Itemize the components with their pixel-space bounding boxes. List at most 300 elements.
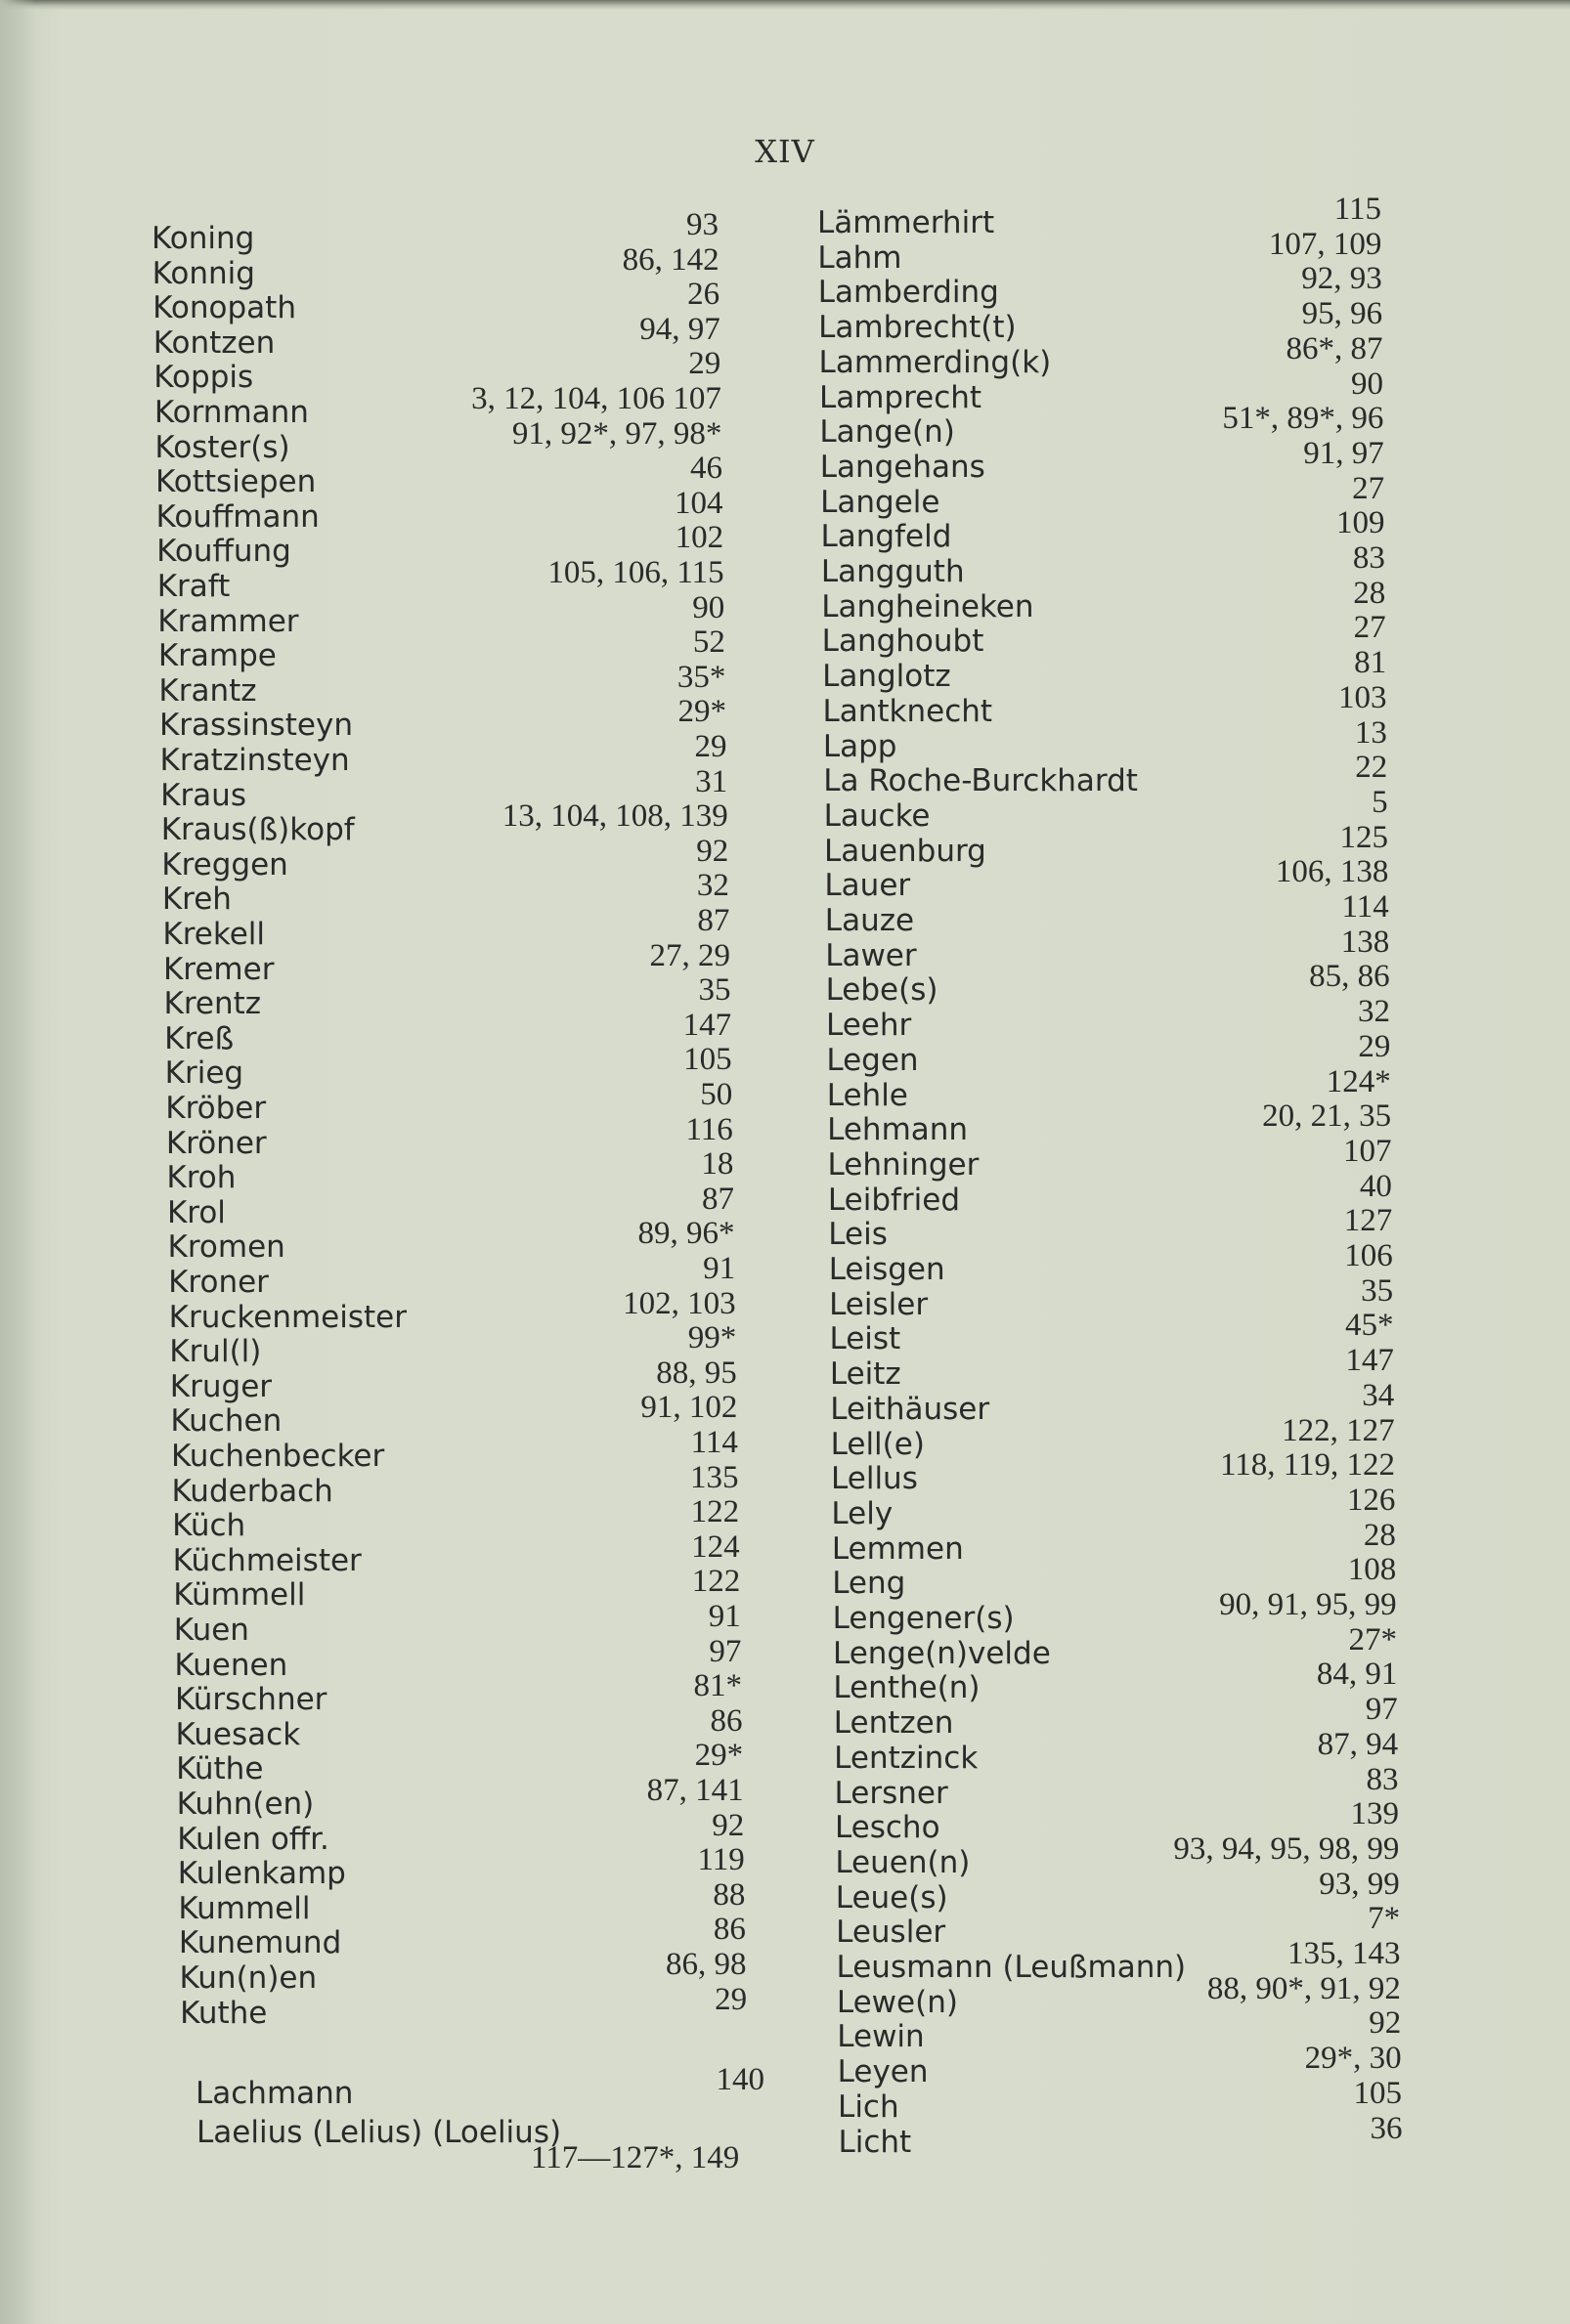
index-entry bbox=[817, 261, 1382, 311]
index-entry bbox=[169, 1320, 737, 1370]
entry-name: Küchmeister bbox=[172, 1542, 362, 1578]
entry-pages: 13 bbox=[1354, 714, 1387, 751]
entry-pages: 88, 95 bbox=[656, 1355, 737, 1391]
entry-pages: 125 bbox=[1339, 819, 1389, 855]
index-entry bbox=[820, 470, 1385, 520]
entry-name: Langheineken bbox=[821, 588, 1034, 624]
entry-pages: 105 bbox=[683, 1042, 732, 1078]
entry-name: Langlotz bbox=[822, 659, 951, 695]
index-entry bbox=[835, 1866, 1400, 1915]
entry-pages: 122, 127 bbox=[1282, 1412, 1395, 1448]
entry-pages: 99* bbox=[687, 1320, 737, 1356]
entry-name: Legen bbox=[826, 1042, 919, 1078]
entry-pages: 29* bbox=[677, 694, 726, 730]
entry-name: Langguth bbox=[820, 554, 965, 589]
entry-name: Kremer bbox=[162, 951, 275, 987]
index-entry bbox=[178, 1912, 746, 1961]
entry-name: Küthe bbox=[176, 1751, 264, 1787]
entry-pages: 114 bbox=[1341, 889, 1389, 925]
entry-name: Lehninger bbox=[827, 1146, 980, 1183]
entry-name: Leitz bbox=[829, 1356, 901, 1393]
entry-name: Lamprecht bbox=[818, 379, 982, 415]
entry-pages: 22 bbox=[1355, 750, 1388, 786]
entry-pages: 32 bbox=[696, 868, 729, 904]
entry-pages: 93 bbox=[686, 207, 719, 242]
entry-name: Kraus bbox=[160, 777, 246, 813]
index-entry bbox=[836, 1970, 1401, 2020]
entry-pages: 92 bbox=[712, 1807, 745, 1843]
entry-name: Lachmann bbox=[196, 2076, 354, 2111]
entry-name: Kuthe bbox=[180, 1995, 268, 2031]
entry-name: Küch bbox=[172, 1508, 246, 1544]
entry-name: Lemmen bbox=[831, 1530, 964, 1567]
entry-pages: 87 bbox=[697, 903, 730, 938]
index-entry bbox=[154, 451, 722, 500]
index-entry bbox=[172, 1528, 740, 1578]
entry-name: Kottsiepen bbox=[154, 464, 317, 500]
entry-pages: 103 bbox=[1337, 679, 1387, 715]
entry-pages: 50 bbox=[700, 1077, 733, 1112]
entry-pages: 126 bbox=[1346, 1482, 1396, 1518]
laelius-pages: 117—127*, 149 bbox=[531, 2140, 740, 2175]
entry-name: Kruckenmeister bbox=[168, 1299, 407, 1335]
entry-name: Lantknecht bbox=[822, 693, 993, 729]
index-entry bbox=[196, 2062, 764, 2111]
entry-name: Krammer bbox=[157, 603, 299, 639]
entry-name: Kratzinsteyn bbox=[159, 743, 350, 778]
index-entry bbox=[822, 645, 1387, 695]
entry-pages: 29*, 30 bbox=[1304, 2041, 1402, 2077]
entry-name: Kuesack bbox=[175, 1716, 301, 1752]
entry-name: Kun(n)en bbox=[179, 1960, 318, 1996]
index-entry bbox=[170, 1390, 738, 1440]
index-entry bbox=[838, 2075, 1403, 2125]
entry-pages: 95, 96 bbox=[1301, 296, 1383, 332]
index-entry bbox=[165, 1111, 733, 1161]
entry-pages: 91, 92*, 97, 98* bbox=[511, 415, 722, 452]
entry-name: Kreß bbox=[164, 1020, 235, 1056]
index-entry bbox=[163, 972, 731, 1022]
entry-name: Lewe(n) bbox=[836, 1984, 958, 2020]
entry-name: Lamberding bbox=[817, 275, 999, 311]
entry-name: Kürschner bbox=[174, 1682, 327, 1718]
index-entry bbox=[153, 277, 720, 326]
index-entry bbox=[838, 2110, 1403, 2160]
index-entry bbox=[825, 924, 1390, 973]
entry-pages: 13, 104, 108, 139 bbox=[502, 798, 728, 835]
entry-pages: 51*, 89*, 96 bbox=[1222, 401, 1384, 437]
entry-pages: 83 bbox=[1352, 540, 1385, 576]
index-entry bbox=[820, 505, 1385, 555]
index-entry bbox=[833, 1657, 1398, 1706]
entry-name: Kuhn(en) bbox=[176, 1786, 315, 1822]
entry-name: Leusmann (Leußmann) bbox=[836, 1950, 1187, 1985]
entry-name: Kuenen bbox=[174, 1647, 288, 1683]
index-entry bbox=[824, 889, 1389, 938]
index-entry bbox=[162, 903, 730, 952]
entry-pages: 88, 90*, 91, 92 bbox=[1206, 1970, 1401, 2006]
entry-name: Lauer bbox=[824, 868, 911, 904]
entry-name: Lentzinck bbox=[834, 1740, 979, 1776]
entry-name: Leyen bbox=[837, 2054, 929, 2090]
entry-pages: 147 bbox=[1345, 1343, 1394, 1379]
entry-name: Lange(n) bbox=[819, 414, 955, 451]
entry-pages: 91 bbox=[708, 1599, 741, 1634]
entry-name: Leuen(n) bbox=[835, 1844, 971, 1880]
index-entry bbox=[831, 1482, 1396, 1531]
index-entry bbox=[161, 833, 729, 882]
index-entry bbox=[158, 694, 726, 744]
index-entry bbox=[158, 659, 726, 709]
entry-name: Krol bbox=[166, 1194, 226, 1230]
entry-name: Lersner bbox=[834, 1775, 948, 1811]
index-entry bbox=[162, 937, 730, 987]
index-entry bbox=[180, 1981, 748, 2031]
entry-pages: 107, 109 bbox=[1268, 226, 1382, 262]
entry-pages: 26 bbox=[687, 277, 720, 313]
entry-name: Lambrecht(t) bbox=[818, 310, 1017, 346]
index-entry bbox=[175, 1702, 743, 1752]
entry-pages: 86 bbox=[710, 1702, 743, 1739]
entry-pages: 84, 91 bbox=[1316, 1657, 1398, 1693]
page-left-edge bbox=[0, 0, 35, 2324]
entry-name: Krekell bbox=[162, 917, 266, 952]
entry-pages: 108 bbox=[1347, 1552, 1397, 1588]
index-entry bbox=[160, 798, 728, 848]
index-entry bbox=[164, 1042, 732, 1092]
index-entry bbox=[156, 555, 724, 604]
entry-pages: 29 bbox=[1358, 1028, 1391, 1064]
entry-pages: 29 bbox=[694, 729, 727, 764]
index-entry bbox=[178, 1876, 746, 1926]
index-entry bbox=[157, 589, 725, 639]
index-entry bbox=[837, 2041, 1402, 2090]
entry-pages: 97 bbox=[709, 1633, 742, 1669]
entry-name: Kunemund bbox=[178, 1925, 342, 1961]
entry-pages: 91, 97 bbox=[1303, 435, 1384, 471]
entry-name: Lewin bbox=[837, 2019, 925, 2055]
entry-name: Kulen offr. bbox=[177, 1821, 329, 1857]
entry-name: Leue(s) bbox=[835, 1879, 948, 1915]
index-entry bbox=[828, 1238, 1393, 1287]
entry-name: Krieg bbox=[164, 1055, 244, 1092]
index-entry bbox=[177, 1842, 745, 1892]
entry-name: Lehmann bbox=[827, 1112, 969, 1148]
entry-pages: 119 bbox=[697, 1842, 745, 1878]
entry-name: Kuderbach bbox=[171, 1473, 333, 1509]
entry-pages: 104 bbox=[675, 485, 723, 521]
entry-pages: 92 bbox=[1369, 2005, 1402, 2042]
entry-name: Kröner bbox=[165, 1125, 267, 1161]
entry-name: Kuchen bbox=[170, 1403, 283, 1440]
entry-name: Lehle bbox=[826, 1077, 908, 1113]
entry-pages: 27* bbox=[1348, 1621, 1397, 1657]
entry-pages: 27 bbox=[1353, 610, 1386, 646]
index-entry bbox=[823, 750, 1388, 799]
entry-pages: 83 bbox=[1366, 1761, 1399, 1797]
entry-pages: 46 bbox=[689, 451, 722, 487]
entry-name: Lammerding(k) bbox=[818, 344, 1052, 380]
entry-name: Lauze bbox=[824, 903, 915, 938]
entry-name: Kouffung bbox=[156, 534, 291, 570]
index-entry bbox=[833, 1692, 1398, 1742]
entry-name: Langhoubt bbox=[821, 624, 984, 660]
index-entry bbox=[167, 1216, 735, 1266]
entry-pages: 87, 94 bbox=[1317, 1726, 1399, 1762]
index-entry bbox=[827, 1168, 1392, 1218]
index-entry bbox=[176, 1773, 744, 1822]
entry-pages: 109 bbox=[1336, 505, 1385, 541]
index-entry bbox=[827, 1133, 1392, 1183]
index-entry bbox=[164, 1007, 732, 1056]
page-number: XIV bbox=[755, 133, 815, 170]
entry-pages: 124* bbox=[1326, 1063, 1391, 1099]
entry-name: Lawer bbox=[825, 937, 917, 973]
index-entry bbox=[823, 784, 1388, 834]
entry-pages: 91, 102 bbox=[640, 1390, 738, 1426]
entry-pages: 34 bbox=[1362, 1377, 1395, 1413]
entry-name: Lely bbox=[831, 1495, 894, 1531]
entry-pages: 27, 29 bbox=[649, 937, 730, 973]
entry-name: Laucke bbox=[823, 797, 931, 834]
entry-pages: 127 bbox=[1343, 1203, 1393, 1239]
entry-name: Kroh bbox=[166, 1160, 237, 1196]
entry-name: Leisler bbox=[829, 1286, 929, 1322]
entry-name: Lescho bbox=[834, 1810, 940, 1846]
entry-pages: 114 bbox=[690, 1425, 738, 1460]
entry-name: Kouffmann bbox=[155, 498, 320, 535]
index-entry bbox=[829, 1272, 1394, 1322]
index-entry bbox=[174, 1633, 742, 1683]
entry-name: Kuchenbecker bbox=[170, 1439, 385, 1474]
index-entry bbox=[835, 1830, 1400, 1880]
entry-pages: 102, 103 bbox=[623, 1285, 736, 1321]
entry-pages: 105, 106, 115 bbox=[547, 555, 724, 590]
entry-name: Krantz bbox=[158, 672, 257, 709]
index-entry bbox=[829, 1343, 1394, 1393]
entry-name: Kreh bbox=[161, 882, 232, 918]
entry-name: Krassinsteyn bbox=[158, 708, 353, 744]
entry-name: Leisgen bbox=[828, 1252, 945, 1287]
entry-pages: 122 bbox=[691, 1564, 741, 1600]
entry-name: Krampe bbox=[157, 638, 277, 674]
entry-pages: 116 bbox=[685, 1111, 733, 1147]
entry-name: Lenge(n)velde bbox=[832, 1635, 1051, 1671]
index-entry bbox=[831, 1517, 1396, 1567]
index-entry bbox=[157, 624, 725, 674]
entry-name: Kontzen bbox=[153, 324, 276, 361]
entry-name: Kuen bbox=[173, 1613, 249, 1648]
entry-pages: 91 bbox=[703, 1251, 736, 1286]
entry-name: Kromen bbox=[167, 1229, 285, 1266]
index-entry bbox=[155, 485, 723, 535]
entry-pages: 92 bbox=[696, 833, 729, 869]
entry-pages: 138 bbox=[1340, 924, 1390, 960]
entry-pages: 115 bbox=[1333, 192, 1381, 227]
entry-pages: 118, 119, 122 bbox=[1219, 1447, 1396, 1484]
index-entry bbox=[166, 1146, 734, 1196]
entry-name: Laelius (Lelius) (Loelius) bbox=[196, 2115, 562, 2150]
entry-name: Lämmerhirt bbox=[817, 205, 995, 240]
entry-pages: 29 bbox=[688, 346, 721, 382]
index-entry bbox=[819, 435, 1384, 485]
entry-pages: 29* bbox=[694, 1738, 744, 1774]
entry-pages: 87 bbox=[701, 1181, 734, 1217]
entry-pages: 29 bbox=[715, 1981, 748, 2017]
index-entry bbox=[168, 1285, 736, 1335]
entry-pages: 86 bbox=[713, 1912, 746, 1948]
entry-pages: 139 bbox=[1350, 1796, 1399, 1832]
index-entry bbox=[170, 1425, 738, 1474]
entry-pages: 5 bbox=[1372, 784, 1388, 820]
entry-pages: 135, 143 bbox=[1287, 1936, 1401, 1971]
entry-pages: 87, 141 bbox=[646, 1773, 744, 1808]
entry-name: Lebe(s) bbox=[825, 972, 938, 1009]
index-entry bbox=[179, 1947, 747, 1996]
entry-name: Konopath bbox=[153, 290, 296, 326]
entry-pages: 135 bbox=[690, 1459, 739, 1495]
entry-name: Licht bbox=[838, 2124, 912, 2160]
index-entry bbox=[829, 1308, 1394, 1357]
entry-name: Kroner bbox=[168, 1265, 269, 1300]
entry-pages: 147 bbox=[682, 1007, 732, 1043]
index-entry bbox=[174, 1668, 742, 1718]
entry-name: Koning bbox=[152, 221, 255, 256]
entry-name: Leis bbox=[828, 1217, 888, 1253]
index-entry bbox=[161, 868, 729, 918]
index-entry bbox=[832, 1587, 1397, 1636]
entry-name: Leehr bbox=[825, 1008, 912, 1044]
index-entry bbox=[159, 729, 727, 778]
index-entry bbox=[834, 1726, 1399, 1776]
entry-pages: 92, 93 bbox=[1301, 261, 1382, 297]
entry-pages: 106, 138 bbox=[1275, 854, 1389, 890]
entry-name: Kummell bbox=[178, 1890, 311, 1926]
entry-name: Lich bbox=[838, 2088, 899, 2125]
entry-pages: 88 bbox=[713, 1876, 746, 1913]
entry-name: Kornmann bbox=[153, 395, 309, 430]
entry-name: Leng bbox=[832, 1566, 906, 1602]
index-entry bbox=[153, 311, 720, 361]
entry-pages: 102 bbox=[675, 520, 724, 556]
entry-pages: 7* bbox=[1368, 1901, 1401, 1937]
entry-pages: 90 bbox=[692, 589, 725, 625]
entry-pages: 106 bbox=[1344, 1238, 1393, 1273]
index-entry bbox=[173, 1599, 741, 1648]
entry-name: Lauenburg bbox=[824, 833, 986, 869]
entry-name: Konnig bbox=[152, 255, 255, 291]
page-top-shadow bbox=[0, 0, 1570, 10]
entry-pages: 28 bbox=[1353, 575, 1386, 611]
entry-pages: 122 bbox=[690, 1494, 740, 1530]
index-entry bbox=[817, 226, 1382, 276]
entry-name: Leist bbox=[829, 1321, 901, 1357]
entry-pages: 35 bbox=[698, 972, 731, 1009]
entry-name: Kreggen bbox=[161, 846, 288, 882]
entry-pages: 27 bbox=[1352, 470, 1385, 506]
entry-pages: 86*, 87 bbox=[1286, 330, 1383, 366]
entry-pages: 93, 94, 95, 98, 99 bbox=[1173, 1830, 1400, 1867]
entry-name: Kraft bbox=[156, 569, 231, 604]
entry-pages: 124 bbox=[691, 1528, 740, 1565]
entry-name: Koster(s) bbox=[154, 429, 290, 465]
entry-name: Lentzen bbox=[833, 1705, 954, 1742]
entry-pages: 90 bbox=[1350, 366, 1383, 402]
entry-name: Langfeld bbox=[820, 519, 952, 555]
entry-name: Langele bbox=[820, 484, 940, 520]
entry-name: Leibfried bbox=[827, 1182, 961, 1218]
entry-pages: 89, 96* bbox=[637, 1216, 735, 1252]
entry-pages: 35 bbox=[1361, 1272, 1394, 1309]
entry-name: Kulenkamp bbox=[177, 1856, 346, 1892]
entry-name: Lell(e) bbox=[830, 1426, 925, 1462]
entry-name: Lenthe(n) bbox=[833, 1670, 981, 1706]
entry-pages: 81 bbox=[1354, 645, 1387, 681]
index-entry bbox=[819, 401, 1384, 451]
index-entry bbox=[824, 854, 1389, 904]
entry-name: Kruger bbox=[169, 1368, 273, 1404]
entry-name: Krul(l) bbox=[169, 1334, 262, 1370]
index-entry bbox=[831, 1447, 1396, 1497]
entry-name: Langehans bbox=[819, 449, 985, 485]
entry-name: La Roche-Burckhardt bbox=[823, 763, 1138, 799]
entry-name: Lengener(s) bbox=[832, 1601, 1015, 1636]
entry-pages: 18 bbox=[701, 1146, 734, 1183]
index-entry bbox=[818, 330, 1383, 380]
index-entry bbox=[822, 679, 1387, 729]
entry-pages: 28 bbox=[1363, 1517, 1396, 1553]
entry-pages: 90, 91, 95, 99 bbox=[1219, 1587, 1397, 1622]
entry-name: Krentz bbox=[163, 986, 262, 1022]
entry-name: Kraus(ß)kopf bbox=[160, 812, 355, 848]
entry-pages: 36 bbox=[1370, 2110, 1403, 2146]
index-entry bbox=[820, 540, 1385, 589]
index-entry bbox=[826, 1028, 1391, 1078]
index-entry bbox=[827, 1098, 1392, 1148]
entry-pages: 3, 12, 104, 106 107 bbox=[471, 381, 721, 416]
entry-pages: 45* bbox=[1344, 1308, 1394, 1344]
entry-pages: 93, 99 bbox=[1319, 1866, 1400, 1902]
entry-pages: 94, 97 bbox=[639, 311, 720, 347]
entry-pages: 85, 86 bbox=[1309, 959, 1390, 995]
index-entry bbox=[828, 1203, 1393, 1253]
index-entry bbox=[834, 1761, 1399, 1811]
index-entry bbox=[154, 415, 722, 465]
entry-pages: 107 bbox=[1343, 1133, 1392, 1169]
index-entry bbox=[825, 959, 1390, 1009]
entry-pages: 86, 142 bbox=[622, 241, 720, 278]
entry-name: Lellus bbox=[831, 1461, 918, 1497]
entry-pages: 20, 21, 35 bbox=[1262, 1098, 1392, 1135]
index-entry bbox=[821, 575, 1386, 624]
entry-pages: 140 bbox=[716, 2062, 764, 2097]
index-entry bbox=[177, 1807, 745, 1857]
entry-name: Kümmell bbox=[173, 1577, 306, 1614]
entry-name: Leusler bbox=[836, 1915, 946, 1951]
entry-pages: 86, 98 bbox=[666, 1947, 747, 1982]
index-entry bbox=[821, 610, 1386, 660]
index-entry bbox=[152, 241, 720, 291]
index-entry bbox=[832, 1621, 1397, 1671]
entry-pages: 97 bbox=[1365, 1692, 1398, 1728]
entry-pages: 35* bbox=[676, 659, 726, 695]
entry-pages: 52 bbox=[692, 624, 725, 661]
index-entry bbox=[172, 1494, 740, 1544]
entry-pages: 105 bbox=[1353, 2075, 1403, 2111]
entry-name: Leithäuser bbox=[830, 1391, 990, 1427]
entry-pages: 40 bbox=[1359, 1168, 1392, 1204]
index-entry bbox=[171, 1459, 739, 1509]
